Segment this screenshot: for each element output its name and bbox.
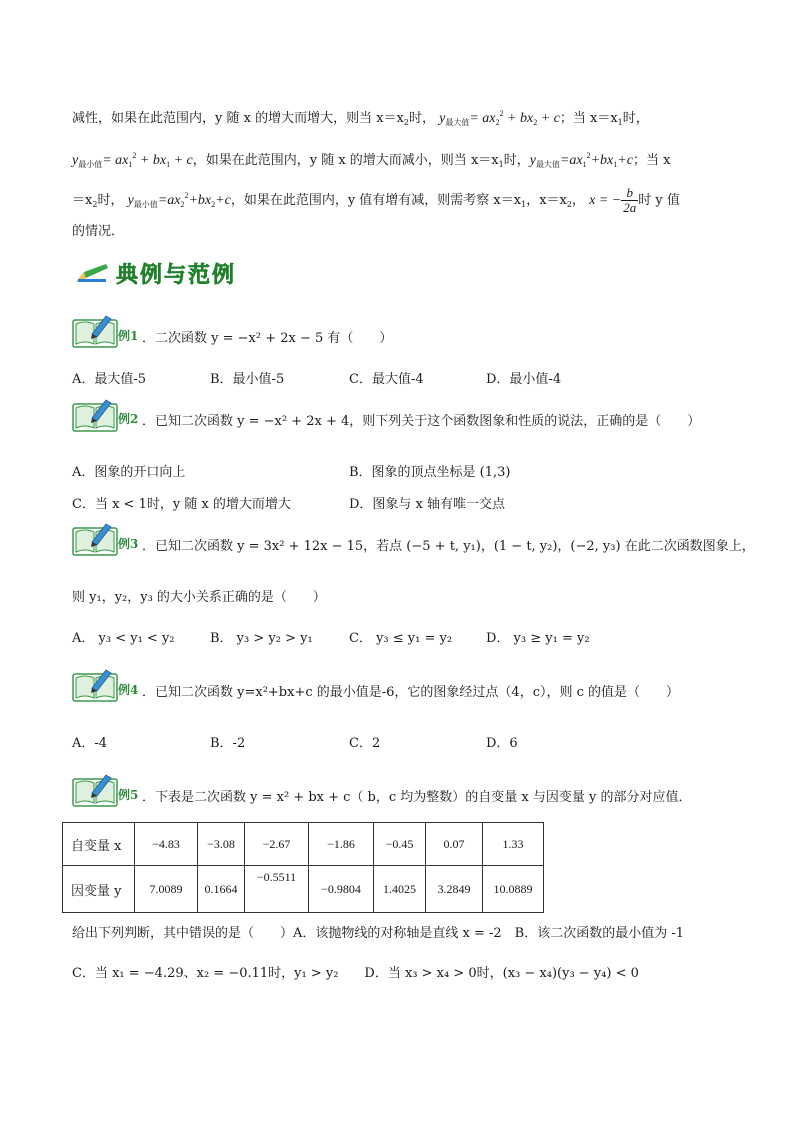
example-1-option-a: A．最大值-5 bbox=[72, 372, 147, 387]
intro-line-4: 的情况． bbox=[72, 224, 125, 239]
example-3-option-c: C． y₃ ≤ y₁ = y₂ bbox=[349, 631, 453, 646]
table-cell: 1.4025 bbox=[374, 866, 426, 913]
example-3-label: 例3 bbox=[118, 537, 139, 551]
table-row bbox=[63, 866, 544, 913]
intro-line-1: 减性，如果在此范围内，y 随 x 的增大而增大，则当 $x=x_2$时， $y_{最大值}= ax_2^2 + bx_2 + c$；当 $x=x_1$时， bbox=[72, 109, 649, 127]
example-3-option-a: A． y₃ < y₁ < y₂ bbox=[72, 631, 175, 646]
table-cell: −2.67 bbox=[245, 823, 309, 866]
example-2-option-d: D．图象与 x 轴有唯一交点 bbox=[349, 497, 506, 512]
example-1-question: ．二次函数 y = −x² + 2x − 5 有（ ） bbox=[142, 331, 393, 346]
example-4-option-a: A．-4 bbox=[72, 736, 108, 751]
table-cell: −3.08 bbox=[198, 823, 245, 866]
example-5-question: ．下表是二次函数 y = x² + bx + c（ b，c 均为整数）的自变量 x 与因变量 y 的部分对应值． bbox=[142, 790, 692, 805]
table-cell: 0.1664 bbox=[198, 866, 245, 913]
example-1-label: 例1 bbox=[118, 329, 139, 343]
example-5-options-cd: C．当 x₁ = −4.29、x₂ = −0.11时，y₁ > y₂ D．当 x₃ > x₄ > 0时，(x₃ − x₄)(y₃ − y₄) < 0 bbox=[72, 966, 639, 981]
example-2-option-a: A．图象的开口向上 bbox=[72, 465, 186, 480]
example-4-question: ．已知二次函数 y=x²+bx+c 的最小值是-6，它的图象经过点（4，c），则 c 的值是（ ） bbox=[142, 685, 680, 700]
table-cell: −1.86 bbox=[309, 823, 374, 866]
example-1-option-c: C．最大值-4 bbox=[349, 372, 424, 387]
table-row-header: 自变量 x bbox=[63, 823, 135, 866]
example-4-option-b: B．-2 bbox=[210, 736, 246, 751]
example-1-option-b: B．最小值-5 bbox=[210, 372, 285, 387]
example-1-option-d: D．最小值-4 bbox=[486, 372, 562, 387]
book-pencil-icon bbox=[72, 522, 120, 556]
intro-line-2: $y_{最小值}= ax_1^2 + bx_1 + c$，如果在此范围内，y 随 x 的增大而减小，则当 $x=x_1$时，$y_{最大值}=ax_1^2+bx_1+c$；当 x bbox=[72, 151, 671, 169]
book-pencil-icon bbox=[72, 668, 120, 702]
fraction-b-over-2a: $\frac{b}{2a}$ bbox=[623, 185, 637, 215]
table-cell: 7.0089 bbox=[135, 866, 198, 913]
example-2-option-c: C．当 x < 1时，y 随 x 的增大而增大 bbox=[72, 497, 291, 512]
value-table bbox=[62, 822, 544, 913]
table-cell: −4.83 bbox=[135, 823, 198, 866]
book-pencil-icon bbox=[72, 398, 120, 432]
example-3-question-cont: 则 y₁，y₂，y₃ 的大小关系正确的是（ ） bbox=[72, 590, 326, 605]
example-2-option-b: B．图象的顶点坐标是 (1,3) bbox=[349, 465, 511, 480]
table-row-header: 因变量 y bbox=[63, 866, 135, 913]
example-3-option-b: B． y₃ > y₂ > y₁ bbox=[210, 631, 313, 646]
table-cell: −0.45 bbox=[374, 823, 426, 866]
pencil-icon bbox=[74, 262, 110, 284]
table-cell: 1.33 bbox=[483, 823, 544, 866]
book-pencil-icon bbox=[72, 314, 120, 348]
section-heading-text: 典例与范例 bbox=[116, 262, 237, 288]
example-3-option-d: D． y₃ ≥ y₁ = y₂ bbox=[486, 631, 590, 646]
example-4-option-d: D．6 bbox=[486, 736, 518, 751]
intro-line-3: $=x_2$时， $y_{最小值}=ax_2^2+bx_2+c$，如果在此范围内，y 值有增有减，则需考察 $x=x_1$，$x=x_2$， x = − $\frac{b}{2a}$ 时 y 值 bbox=[72, 185, 680, 215]
example-5-label: 例5 bbox=[118, 788, 139, 802]
example-2-question: ．已知二次函数 y = −x² + 2x + 4，则下列关于这个函数图象和性质的说法，正确的是（ ） bbox=[142, 414, 701, 429]
example-2-label: 例2 bbox=[118, 412, 139, 426]
table-cell: −0.5511 bbox=[245, 866, 309, 913]
book-pencil-icon bbox=[72, 773, 120, 807]
table-cell: 3.2849 bbox=[426, 866, 483, 913]
example-5-judgement: 给出下列判断，其中错误的是（ ）A．该抛物线的对称轴是直线 x = -2 B．该二次函数的最小值为 -1 bbox=[72, 926, 685, 941]
example-4-option-c: C．2 bbox=[349, 736, 381, 751]
table-cell: 10.0889 bbox=[483, 866, 544, 913]
table-cell: 0.07 bbox=[426, 823, 483, 866]
table-cell: −0.9804 bbox=[309, 866, 374, 913]
section-heading bbox=[74, 259, 236, 287]
table-row bbox=[63, 823, 544, 866]
example-3-question: ．已知二次函数 y = 3x² + 12x − 15，若点 (−5 + t, y₁)，(1 − t, y₂)，(−2, y₃) 在此二次函数图象上， bbox=[142, 539, 755, 554]
example-4-label: 例4 bbox=[118, 683, 139, 697]
